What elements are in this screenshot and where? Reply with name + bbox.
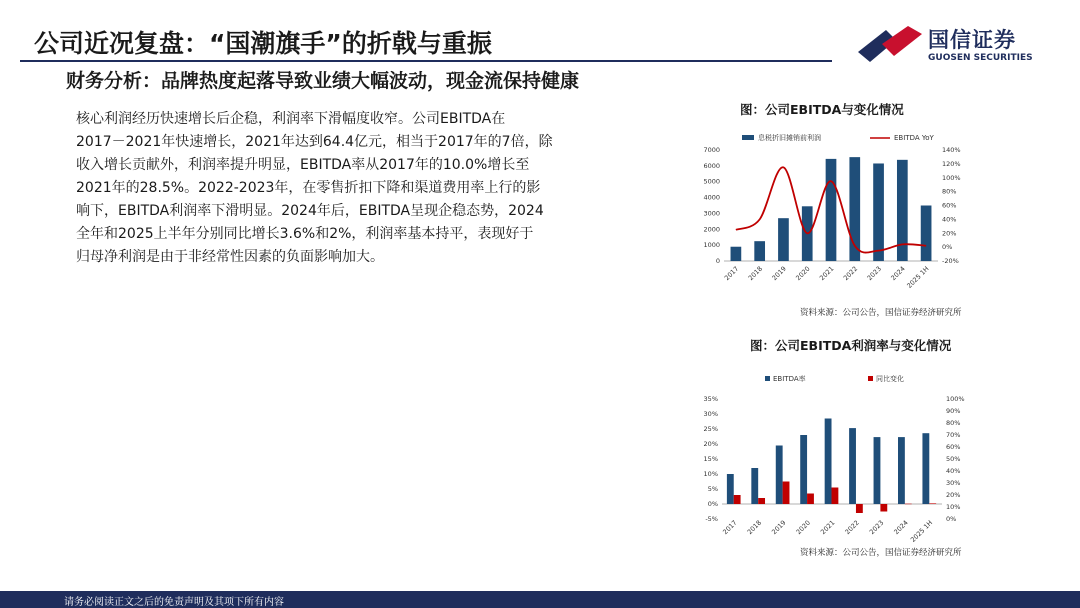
- title-divider: [20, 60, 832, 62]
- y-right-tick-label: 40%: [946, 467, 961, 475]
- y-left-tick-label: 15%: [703, 455, 718, 463]
- ebitda-margin-chart: [680, 368, 980, 544]
- y-left-tick-label: 5000: [703, 177, 720, 186]
- y-right-tick-label: 120%: [942, 159, 961, 168]
- legend-label-ebitda: 息税折旧摊销前利润: [758, 134, 821, 142]
- legend-label-change: 同比变化: [876, 375, 904, 383]
- brand-name-en: GUOSEN SECURITIES: [928, 53, 1033, 63]
- change-bar: [807, 494, 814, 505]
- footer-disclaimer: 请务必阅读正文之后的免责声明及其项下所有内容: [64, 597, 284, 608]
- logo-mark-icon: [856, 22, 924, 66]
- y-left-tick-label: 4000: [703, 193, 720, 202]
- y-left-tick-label: 6000: [703, 161, 720, 170]
- y-right-tick-label: 10%: [946, 503, 961, 511]
- ebitda-bar: [873, 163, 884, 261]
- margin-bar: [898, 437, 905, 504]
- y-left-tick-label: -5%: [705, 515, 718, 523]
- change-bar: [880, 504, 887, 512]
- ebitda-bar: [826, 159, 837, 261]
- change-bar: [832, 488, 839, 505]
- x-tick-label: 2022: [843, 518, 861, 537]
- margin-bar: [825, 419, 832, 505]
- y-right-tick-label: 100%: [946, 395, 965, 403]
- legend-swatch-ebitda: [742, 135, 754, 140]
- x-tick-label: 2018: [745, 518, 764, 537]
- margin-bar: [922, 433, 929, 504]
- y-right-tick-label: 70%: [946, 431, 961, 439]
- body-paragraph: 核心利润经历快速增长后企稳，利润率下滑幅度收窄。公司EBITDA在 2017－2021年快速增长，2021年达到64.4亿元，相当于2017年的7倍，除 收入增长贡献外，利润率提升明显，EBITDA率从2017年的10.0%增长至 2021年的28.5%。2022-2023年，在零售折扣下降和渠道费用率上行的影 响下，EBITDA利润率下滑明显。2024年后，EBITDA呈现企稳态势，2024 全年和2025上半年分别同比增长3.6%和2%，利润率基本持平，表现好于 归母净利润是由于非经常性因素的负面影响加大。: [76, 111, 553, 265]
- margin-bar: [874, 437, 881, 504]
- legend-label-margin: EBITDA率: [773, 375, 806, 383]
- y-left-tick-label: 2000: [703, 225, 720, 234]
- change-bar: [856, 504, 863, 513]
- y-right-tick-label: 60%: [946, 443, 961, 451]
- ebitda-bar: [778, 218, 789, 261]
- x-tick-label: 2021: [818, 264, 836, 283]
- page-title: 公司近况复盘：“国潮旗手”的折戟与重振: [34, 29, 492, 58]
- y-left-tick-label: 20%: [703, 440, 718, 448]
- change-bar: [758, 498, 765, 504]
- y-left-tick-label: 1000: [703, 241, 720, 250]
- ebitda-chart: [680, 128, 980, 296]
- margin-bar: [727, 474, 734, 504]
- y-left-tick-label: 25%: [703, 425, 718, 433]
- y-right-tick-label: 50%: [946, 455, 961, 463]
- x-tick-label: 2024: [889, 264, 907, 283]
- y-right-tick-label: 20%: [946, 491, 961, 499]
- y-right-tick-label: 90%: [946, 407, 961, 415]
- chart1-source: 资料来源：公司公告，国信证券经济研究所: [800, 308, 962, 318]
- x-tick-label: 2019: [770, 264, 788, 283]
- x-tick-label: 2025 1H: [905, 264, 931, 290]
- margin-bar: [776, 446, 783, 505]
- y-left-tick-label: 10%: [703, 470, 718, 478]
- legend-swatch-change: [868, 376, 873, 381]
- y-right-tick-label: 30%: [946, 479, 961, 487]
- y-left-tick-label: 5%: [707, 485, 718, 493]
- y-right-tick-label: 0%: [946, 515, 957, 523]
- brand-logo: [856, 22, 1056, 66]
- change-bar: [929, 503, 936, 504]
- y-left-tick-label: 0%: [707, 500, 718, 508]
- change-bar: [905, 504, 912, 505]
- x-tick-label: 2018: [746, 264, 765, 283]
- x-tick-label: 2024: [892, 518, 910, 537]
- y-right-tick-label: 80%: [942, 187, 957, 196]
- x-tick-label: 2020: [794, 518, 812, 537]
- chart2-title: 图：公司EBITDA利润率与变化情况: [750, 338, 952, 353]
- brand-name-cn: 国信证券: [928, 28, 1016, 52]
- change-bar: [783, 482, 790, 505]
- y-right-tick-label: -20%: [942, 257, 959, 265]
- change-bar: [734, 495, 741, 504]
- y-right-tick-label: 60%: [942, 201, 957, 210]
- x-tick-label: 2025 1H: [908, 518, 935, 544]
- y-right-tick-label: 40%: [942, 215, 957, 224]
- y-left-tick-label: 3000: [703, 209, 720, 218]
- x-tick-label: 2021: [819, 518, 837, 537]
- x-tick-label: 2017: [721, 518, 739, 537]
- chart1-title: 图：公司EBITDA与变化情况: [740, 102, 904, 117]
- y-left-tick-label: 30%: [703, 410, 718, 418]
- y-right-tick-label: 20%: [942, 229, 957, 238]
- page-subtitle: 财务分析：品牌热度起落导致业绩大幅波动，现金流保持健康: [66, 70, 580, 92]
- footer-bar: [0, 591, 1080, 608]
- y-right-tick-label: 0%: [942, 243, 953, 252]
- y-left-tick-label: 0: [715, 257, 720, 265]
- margin-bar: [751, 468, 758, 504]
- legend-swatch-margin: [765, 376, 770, 381]
- ebitda-bar: [754, 241, 765, 261]
- y-right-tick-label: 80%: [946, 419, 961, 427]
- y-right-tick-label: 100%: [942, 173, 961, 182]
- x-tick-label: 2023: [865, 264, 883, 283]
- y-right-tick-label: 140%: [942, 146, 961, 154]
- ebitda-bar: [731, 247, 742, 261]
- x-tick-label: 2022: [841, 264, 860, 283]
- ebitda-bar: [921, 206, 932, 262]
- margin-bar: [800, 435, 807, 504]
- y-left-tick-label: 7000: [703, 146, 720, 154]
- margin-bar: [849, 428, 856, 504]
- y-left-tick-label: 35%: [703, 395, 718, 403]
- chart2-source: 资料来源：公司公告，国信证券经济研究所: [800, 548, 962, 558]
- x-tick-label: 2023: [867, 518, 886, 537]
- x-tick-label: 2019: [770, 518, 788, 537]
- x-tick-label: 2017: [722, 264, 741, 283]
- legend-label-yoy: EBITDA YoY: [894, 134, 934, 142]
- x-tick-label: 2020: [794, 264, 812, 283]
